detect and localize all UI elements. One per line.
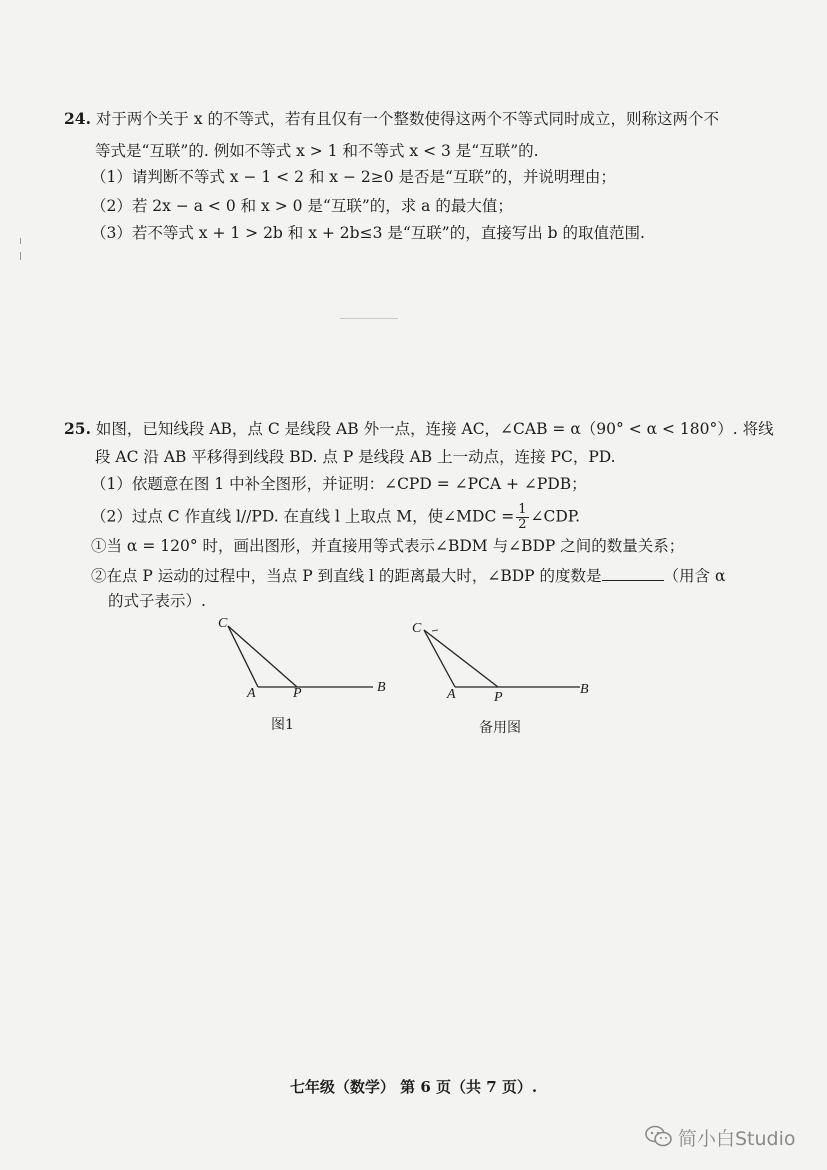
question-text: 等式是“互联”的. 例如不等式 x > 1 和不等式 x < 3 是“互联”的. — [95, 142, 539, 160]
question-text: 段 AC 沿 AB 平移得到线段 BD. 点 P 是线段 AB 上一动点，连接 PC，PD. — [95, 448, 616, 466]
question-number: 25. — [64, 419, 91, 438]
fraction: $\frac{1}{2}$ — [518, 502, 527, 532]
question-text: 如图，已知线段 AB，点 C 是线段 AB 外一点，连接 AC，∠CAB = α（90° < α < 180°）. 将线 — [95, 420, 774, 438]
sub-question: （3）若不等式 x + 1 > 2b 和 x + 2b≤3 是“互联”的，直接写出 b 的取值范围. — [91, 224, 645, 242]
point-p-label: P — [293, 686, 302, 701]
point-b-label: B — [377, 680, 386, 695]
margin-mark — [20, 238, 21, 244]
sub-question: 的式子表示）. — [108, 592, 206, 610]
question-text: 对于两个关于 x 的不等式，若有且仅有一个整数使得这两个不等式同时成立，则称这两个不 — [95, 110, 720, 128]
sub-question: （2）若 2x − a < 0 和 x > 0 是“互联”的，求 a 的最大值； — [91, 197, 513, 215]
point-b-label: B — [580, 682, 589, 697]
divider-mark — [340, 318, 398, 319]
page-footer: 七年级（数学） 第 6 页（共 7 页）. — [289, 1078, 538, 1096]
point-a-label: A — [447, 687, 456, 702]
question-number: 24. — [64, 109, 91, 128]
point-c-label: C — [218, 616, 228, 631]
sub-question: （2）过点 C 作直线 l//PD. 在直线 l 上取点 M，使∠MDC = $\frac{1}{2}$ ∠CDP. — [91, 502, 581, 532]
point-p-label: P — [494, 690, 503, 705]
watermark-text: 简小白Studio — [678, 1128, 796, 1150]
sub-question: （1）依题意在图 1 中补全图形，并证明：∠CPD = ∠PCA + ∠PDB； — [91, 475, 587, 493]
margin-mark — [20, 252, 21, 260]
sub-question: ②在点 P 运动的过程中，当点 P 到直线 l 的距离最大时，∠BDP 的度数是 （用含 α — [91, 564, 725, 587]
answer-blank[interactable] — [602, 564, 664, 581]
wechat-icon — [644, 1124, 674, 1148]
figure-caption: 图1 — [271, 717, 294, 733]
point-a-label: A — [247, 686, 256, 701]
sub-question: （1）请判断不等式 x − 1 < 2 和 x − 2≥0 是否是“互联”的，并说明理由； — [91, 168, 616, 186]
sub-question: ①当 α = 120° 时，画出图形，并直接用等式表示∠BDM 与∠BDP 之间的数量关系； — [91, 537, 685, 555]
figure-caption: 备用图 — [479, 720, 521, 736]
point-c-label: C — [412, 621, 422, 636]
